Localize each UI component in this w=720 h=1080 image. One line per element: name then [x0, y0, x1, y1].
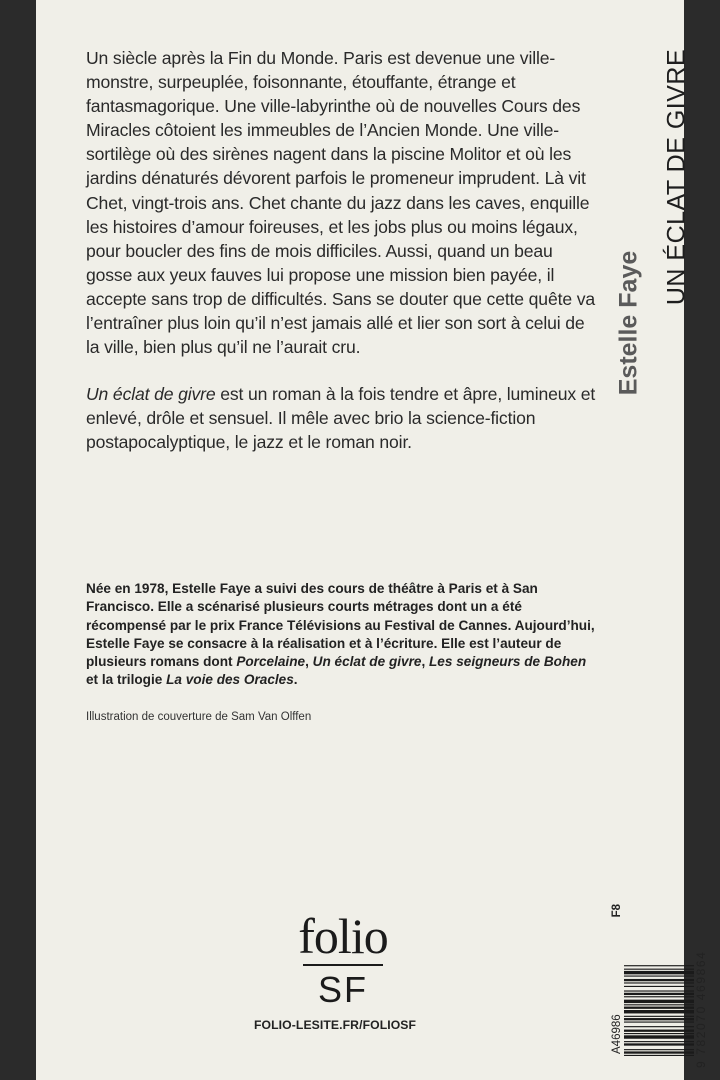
bio-sep: , [305, 654, 313, 670]
logo-folio: folio [298, 908, 388, 964]
blurb-paragraph-2-text: est un roman à la fois tendre et âpre, lumineux et enlevé, drôle et sensuel. Il mêle avec brio la science-fiction postapocalyptique, le jazz et le roman noir. [86, 384, 596, 453]
bio-end: . [293, 672, 298, 688]
logo-sf: SF [317, 969, 368, 1010]
spine-title-box [657, 32, 697, 447]
illustration-credit: Illustration de couverture de Sam Van Olffen [86, 711, 312, 723]
back-cover [36, 0, 708, 1080]
spine-author: Estelle Faye [614, 250, 643, 395]
spine-author-box [609, 32, 649, 447]
barcode-header [611, 904, 623, 1054]
website-url: FOLIO-LESITE.FR/FOLIOSF [254, 1018, 417, 1032]
bio-book-porcelaine: Porcelaine [236, 654, 306, 670]
bio-text: Née en 1978, Estelle Faye a suivi des cours de théâtre à Paris et à San Francisco. Elle a scénarisé plusieurs courts métrages dont un a été récompensé par le prix France Télévisions au Festival de Cannes. Aujourd’hui, Estelle Faye se consacre à la réalisation et à l’écriture. Elle est l’auteur de plusieurs romans dont [86, 581, 595, 670]
spine-book-title: UN ÉCLAT DE GIVRE [662, 49, 691, 306]
barcode-rotated [609, 898, 719, 1068]
logo-rule [303, 964, 383, 966]
bio-book-eclat: Un éclat de givre [312, 654, 422, 670]
barcode-ean: 9 782070 469864 [694, 950, 708, 1068]
barcode-bars [624, 908, 694, 1058]
author-bio [86, 580, 601, 690]
bio-sep: , [421, 654, 429, 670]
blurb-paragraph-2 [86, 382, 596, 454]
folio-sf-logo [273, 908, 413, 1010]
barcode-code: A46986 [611, 1014, 623, 1054]
barcode-area [609, 898, 719, 1068]
bio-book-oracles: La voie des Oracles [166, 672, 294, 688]
barcode-price: F8 [611, 904, 623, 918]
spine [613, 32, 703, 447]
blurb-book-title: Un éclat de givre [86, 384, 216, 405]
blurb [86, 46, 596, 455]
bio-text: et la trilogie [86, 672, 167, 688]
blurb-paragraph-1: Un siècle après la Fin du Monde. Paris est devenue une ville-monstre, surpeuplée, foisonnante, étouffante, étrange et fantasmagorique. Une ville-labyrinthe où de nouvelles Cours des Miracles côtoient les immeubles de l’Ancien Monde. Une ville-sortilège où des sirènes nagent dans la piscine Molitor et où les jardins dénaturés dévorent parfois le promeneur imprudent. Là vit Chet, vingt-trois ans. Chet chante du jazz dans les caves, enquille les histoires d’amour foireuses, et les jobs plus ou moins légaux, pour boucler des fins de mois difficiles. Aussi, quand un beau gosse aux yeux fauves lui propose une mission bien payée, il accepte sans trop de difficultés. Sans se douter que cette quête va l’entraîner plus loin qu’il n’est jamais allé et lier son sort à celui de la ville, bien plus qu’il ne l’aurait cru. [86, 48, 595, 358]
bio-book-bohen: Les seigneurs de Bohen [429, 654, 587, 670]
